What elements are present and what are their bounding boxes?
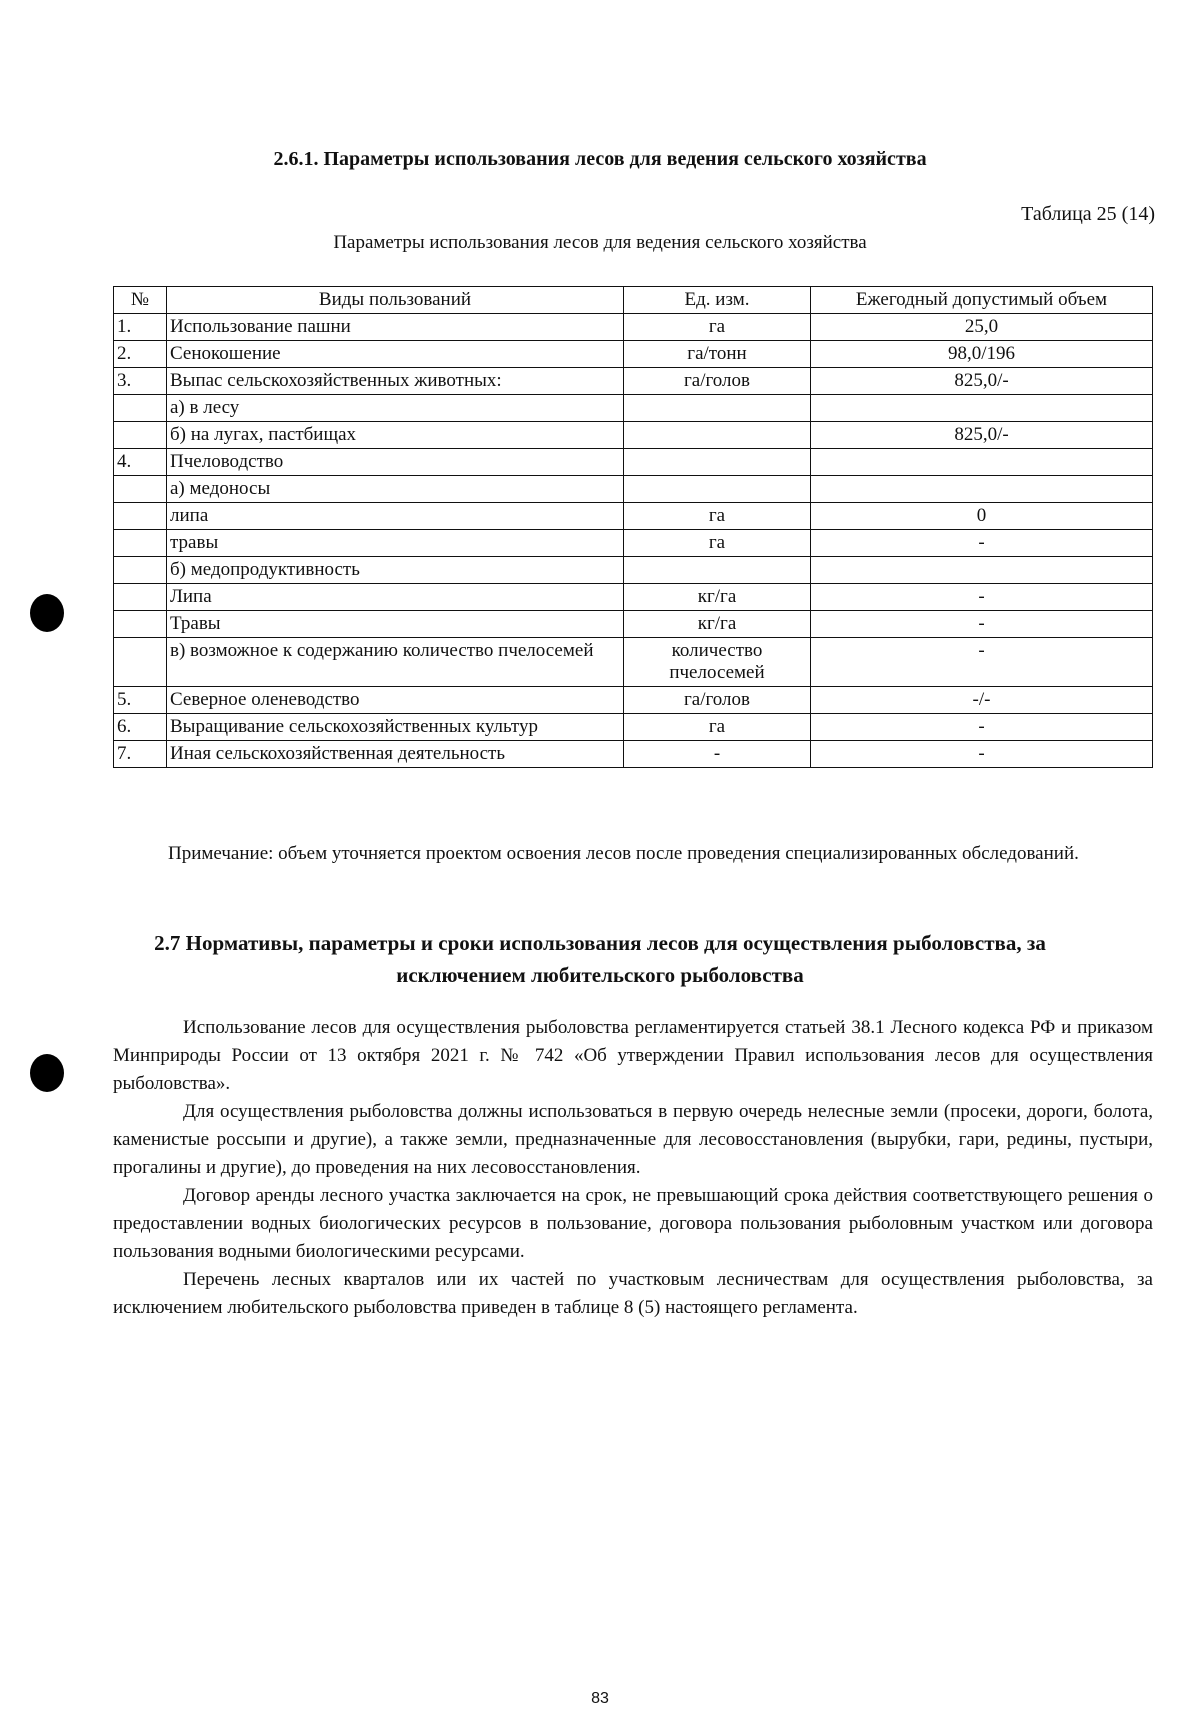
header-volume: Ежегодный допустимый объем [811, 287, 1153, 314]
section-heading: 2.6.1. Параметры использования лесов для ведения сельского хозяйства [273, 148, 927, 170]
cell-unit: количество пчелосемей [624, 638, 811, 687]
cell-unit [624, 476, 811, 503]
paragraph: Для осуществления рыболовства должны использоваться в первую очередь нелесные земли (просеки, дороги, болота, каменистые россыпи и другие), а также земли, предназначенные для лесовосстановления (вырубки, гари, редины, пустыри, прогалины и другие), до проведения на них лесовосстановления. [113, 1101, 1153, 1178]
table-row [114, 530, 1153, 557]
table-row [114, 503, 1153, 530]
cell-kind: Выращивание сельскохозяйственных культур [167, 714, 624, 741]
table-row [114, 687, 1153, 714]
cell-volume: 98,0/196 [811, 341, 1153, 368]
cell-no [114, 476, 167, 503]
paragraph: Договор аренды лесного участка заключается на срок, не превышающий срока действия соответствующего решения о предоставлении водных биологических ресурсов в пользование, договора пользования рыболовным участком или договора пользования водными биологическими ресурсами. [113, 1185, 1153, 1262]
table-note: Примечание: объем уточняется проектом освоения лесов после проведения специализированных обследований. [168, 843, 1079, 864]
cell-no [114, 395, 167, 422]
cell-unit: кг/га [624, 611, 811, 638]
table-row [114, 449, 1153, 476]
cell-no: 6. [114, 714, 167, 741]
cell-unit: га [624, 530, 811, 557]
table-header-row [114, 287, 1153, 314]
cell-volume [811, 449, 1153, 476]
table-row [114, 314, 1153, 341]
cell-unit: га [624, 714, 811, 741]
table-row [114, 584, 1153, 611]
table-row [114, 476, 1153, 503]
cell-kind: травы [167, 530, 624, 557]
cell-unit [624, 557, 811, 584]
cell-volume: 0 [811, 503, 1153, 530]
cell-kind: б) на лугах, пастбищах [167, 422, 624, 449]
cell-volume [811, 476, 1153, 503]
cell-kind: б) медопродуктивность [167, 557, 624, 584]
table-caption: Параметры использования лесов для ведения сельского хозяйства [333, 232, 867, 253]
cell-volume [811, 395, 1153, 422]
table-row [114, 368, 1153, 395]
cell-no [114, 503, 167, 530]
cell-unit: га/голов [624, 368, 811, 395]
cell-volume: - [811, 714, 1153, 741]
paragraph: Использование лесов для осуществления рыболовства регламентируется статьей 38.1 Лесного кодекса РФ и приказом Минприроды России от 13 октября 2021 г. № 742 «Об утверждении Правил использования лесов для осуществления рыболовства». [113, 1017, 1153, 1094]
table-row [114, 422, 1153, 449]
cell-volume: - [811, 638, 1153, 687]
table-row [114, 611, 1153, 638]
cell-unit: га/тонн [624, 341, 811, 368]
page-number: 83 [591, 1690, 609, 1707]
cell-kind: Северное оленеводство [167, 687, 624, 714]
cell-no: 7. [114, 741, 167, 768]
cell-kind: Травы [167, 611, 624, 638]
section-27-heading [0, 927, 1200, 991]
table-row [114, 395, 1153, 422]
cell-volume: 25,0 [811, 314, 1153, 341]
cell-volume: - [811, 530, 1153, 557]
cell-kind: Выпас сельскохозяйственных животных: [167, 368, 624, 395]
cell-no [114, 530, 167, 557]
cell-volume: -/- [811, 687, 1153, 714]
section-27-heading-text: 2.7 Нормативы, параметры и сроки использования лесов для осуществления рыболовства, за исключением любительского рыболовства [154, 931, 1046, 987]
cell-unit: га/голов [624, 687, 811, 714]
cell-kind: Сенокошение [167, 341, 624, 368]
cell-kind: Пчеловодство [167, 449, 624, 476]
cell-volume: - [811, 611, 1153, 638]
cell-no: 5. [114, 687, 167, 714]
cell-kind: а) медоносы [167, 476, 624, 503]
cell-no [114, 638, 167, 687]
cell-unit: га [624, 503, 811, 530]
cell-no: 1. [114, 314, 167, 341]
cell-unit [624, 422, 811, 449]
cell-kind: Использование пашни [167, 314, 624, 341]
cell-volume: 825,0/- [811, 368, 1153, 395]
cell-no [114, 422, 167, 449]
cell-volume: 825,0/- [811, 422, 1153, 449]
cell-unit: кг/га [624, 584, 811, 611]
table-row [114, 341, 1153, 368]
cell-no: 4. [114, 449, 167, 476]
header-unit: Ед. изм. [624, 287, 811, 314]
header-kind: Виды пользований [167, 287, 624, 314]
cell-unit [624, 395, 811, 422]
cell-no [114, 611, 167, 638]
cell-unit: га [624, 314, 811, 341]
punch-hole-mark [30, 1054, 64, 1092]
table-row [114, 557, 1153, 584]
cell-no [114, 557, 167, 584]
table-row [114, 714, 1153, 741]
cell-no: 3. [114, 368, 167, 395]
cell-kind: а) в лесу [167, 395, 624, 422]
cell-volume: - [811, 741, 1153, 768]
header-no: № [114, 287, 167, 314]
table-row [114, 741, 1153, 768]
cell-kind: Липа [167, 584, 624, 611]
table-number: Таблица 25 (14) [1021, 203, 1155, 225]
paragraph: Перечень лесных кварталов или их частей по участковым лесничествам для осуществления рыболовства, за исключением любительского рыболовства приведен в таблице 8 (5) настоящего регламента. [113, 1269, 1153, 1318]
cell-unit: - [624, 741, 811, 768]
table-row [114, 638, 1153, 687]
cell-kind: липа [167, 503, 624, 530]
cell-no [114, 584, 167, 611]
body-text [113, 1014, 1153, 1322]
punch-hole-mark [30, 594, 64, 632]
agriculture-params-table [113, 286, 1153, 768]
cell-unit [624, 449, 811, 476]
cell-kind: Иная сельскохозяйственная деятельность [167, 741, 624, 768]
cell-volume: - [811, 584, 1153, 611]
cell-no: 2. [114, 341, 167, 368]
cell-volume [811, 557, 1153, 584]
cell-kind: в) возможное к содержанию количество пчелосемей [167, 638, 624, 687]
